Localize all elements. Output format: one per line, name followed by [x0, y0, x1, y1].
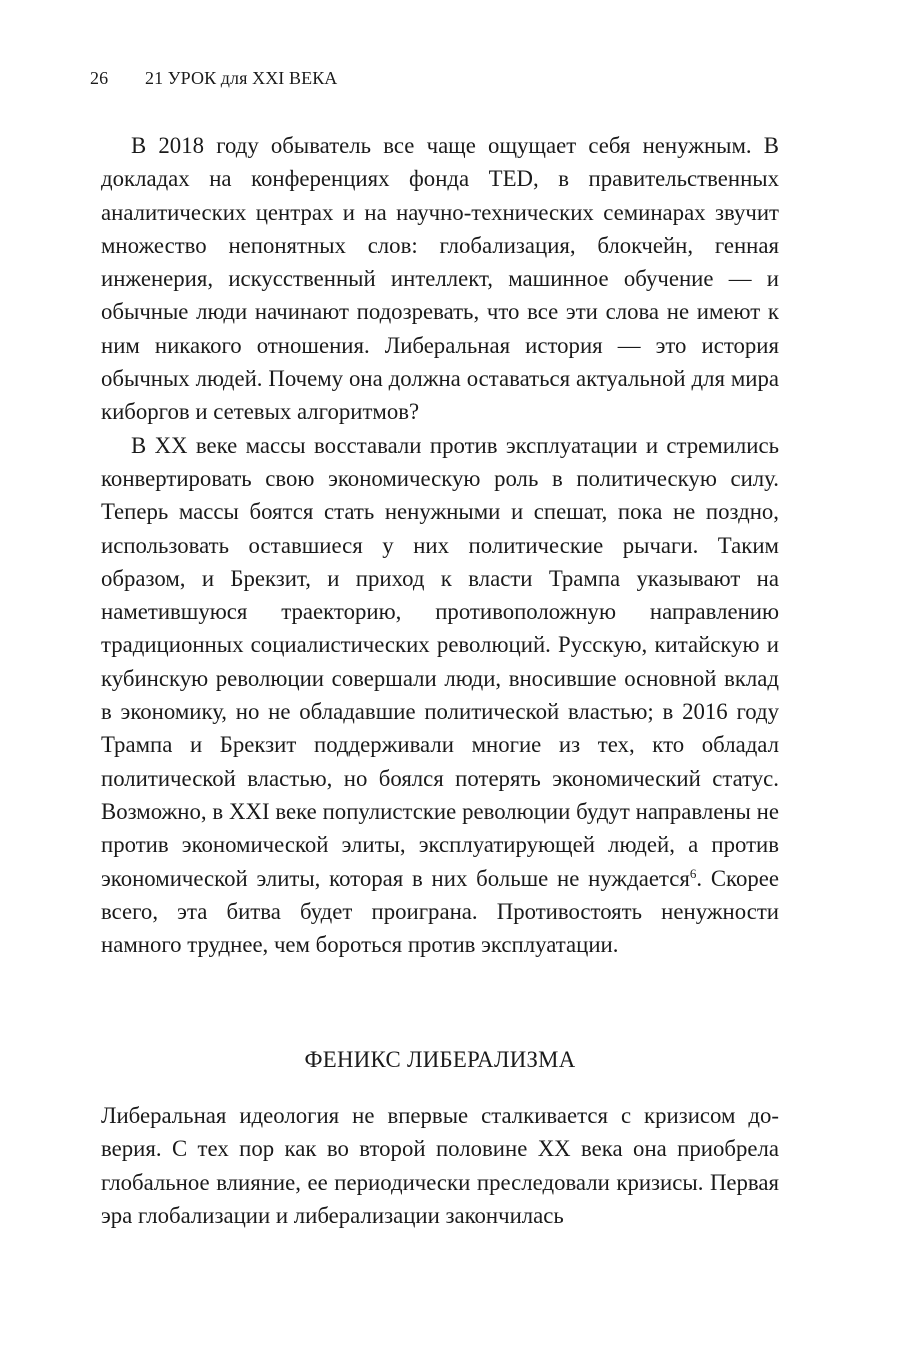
- paragraph-text: В XX веке массы восставали против эксплуатации и стремились конвертировать свою экономическую роль в политическую силу. Теперь массы боятся стать ненужными и спешат, пока не поздно, использовать оставшиеся у них политические рычаги. Таким образом, и Брекзит, и приход к власти Трампа указывают на наметившуюся траекторию, противоположную направлению традиционных социалистических революций. Русскую, китайскую и кубинскую революции совершали люди, вносившие основной вклад в экономику, но не обладавшие политической властью; в 2016 году Трампа и Брекзит поддерживали многие из тех, кто обладал политической властью, но боялся потерять экономический статус. Возможно, в XXI веке популистские революции будут направлены не против экономической элиты, эксплуатирующей людей, а против экономической элиты, которая в них больше не нуждается: [101, 432, 779, 891]
- body-text-upper: [101, 129, 779, 961]
- paragraph: Либеральная идеология не впервые сталкивается с кризисом доверия. С тех пор как во второй половине XX века она приобрела глобальное влияние, ее периодически преследовали кризисы. Первая эра глобализации и либерализации закончилась: [101, 1103, 779, 1228]
- running-header: [90, 66, 337, 90]
- paragraph: В 2018 году обыватель все чаще ощущает себя ненужным. В докладах на конференциях фонда TED, в правительственных аналитических центрах и на научно-технических семинарах звучит множество непонятных слов: глобализация, блокчейн, генная инженерия, искусственный интеллект, машинное обучение — и обычные люди начинают подозревать, что все эти слова не имеют к ним никакого отношения. Либеральная история — это история обычных людей. Почему она должна оставаться актуальной для мира киборгов и сетевых алгоритмов?: [101, 133, 779, 425]
- body-text-lower: [101, 1099, 779, 1232]
- paragraph-text: . Скорее всего, эта битва будет проиграна. Противостоять ненужности намного труднее, чем бороться против эксплуатации.: [101, 865, 780, 958]
- book-title: 21 УРОК для XXI ВЕКА: [145, 68, 338, 88]
- section-heading: ФЕНИКС ЛИБЕРАЛИЗМА: [304, 1047, 576, 1072]
- paragraph: [101, 429, 779, 962]
- page-number: 26: [90, 68, 109, 88]
- footnote-reference[interactable]: 6: [689, 865, 697, 881]
